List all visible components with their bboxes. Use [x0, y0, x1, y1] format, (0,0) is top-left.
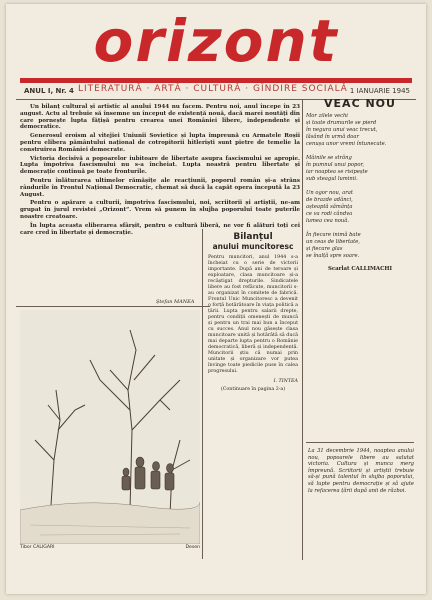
lead-editorial	[20, 104, 300, 238]
illustration-label: Desen	[185, 545, 200, 550]
middle-article-text: Pentru muncitori, anul 1944 s-a încheiat cu o serie de victorii importante. După ani de teroare și exploatare, clasa muncitoare și-a recâștigat drepturile. Sindicatele libere au fost refăcute, muncitorii s-au organizat în comitete de fabrică. Frontul Unic Muncitoresc a devenit o forță hotărâtoare în viața politică a țării. Lupta pentru salarii drepte, pentru condiții omenești de muncă și pentru un trai mai bun a început cu succes. Anul nou găsește clasa muncitoare unită și hotărâtă să ducă mai departe lupta pentru o Românie democratică, liberă și independentă. Muncitorii știu că numai prin unitate și organizare vor putea învinge toate piedicile puse în calea progresului.	[208, 255, 298, 374]
lead-paragraph: În lupta aceasta eliberarea sfârșit, pentru o cultură liberă, ne vor fi alături toți cei care cred în libertate și democrație.	[20, 222, 300, 236]
poem-column	[306, 97, 414, 273]
middle-article-subheading: anului muncitoresc	[212, 242, 294, 251]
middle-article-heading: Bilanțul	[233, 232, 273, 242]
masthead-underline	[20, 78, 412, 83]
issue-date: 1 IANUARIE 1945	[349, 87, 410, 95]
lead-paragraph: Pentru o apărare a culturii, împotriva fascismului, noi, scriitorii și artiștii, ne-am grupat în jurul revistei „Orizont”. Vrem să punem în slujba poporului toate puterile noastre creatoare.	[20, 200, 300, 220]
right-note	[308, 448, 414, 494]
subheader-strip	[16, 84, 416, 98]
lead-paragraph: Un bilanț cultural și artistic al anului 1944 nu facem. Pentru noi, anul începe în 23 august. Actu al trebuie să însemne un început de existență nouă, dacă marei noutăți din care pornește lupta fățișă pentru crearea unei României libere, independente și democratice.	[20, 104, 300, 131]
middle-article	[208, 232, 298, 393]
sketch-drawing	[20, 310, 200, 544]
masthead-title: orizont	[93, 7, 339, 75]
continued-note: (Continuare în pagina 2-a)	[220, 387, 286, 392]
right-note-text: La 31 decembrie 1944, noaptea anului nou, popoarele libere au salutat victoria. Cultura și munca merg împreună. Scriitorii și artiștii trebuie să-și pună talentul în slujba poporului, să lupte pentru democrație și să ajute la refacerea țării după anii de război.	[308, 448, 414, 494]
middle-article-signature: I. TINTEA	[273, 379, 298, 384]
issue-number: ANUL I, Nr. 4	[24, 87, 74, 95]
newspaper-page	[6, 4, 426, 594]
masthead	[6, 7, 426, 76]
illustration-artist: Tibor CALIGARI	[20, 545, 55, 550]
poem-signature: Scarlat CALLIMACHI	[327, 266, 393, 272]
lead-paragraph: Generosul eroism al vitejiei Uniunii Sovietice și lupta împreună cu Armatele Roșii pentru elibera pământului național de cotropitorii hitleriști sunt pietre de temelie la construirea României democrate.	[20, 133, 300, 153]
section-list: LITERATURĂ · ARTĂ · CULTURĂ · GÎNDIRE SOCIALĂ	[78, 84, 348, 94]
lead-paragraph: Pentru înlăturarea ultimelor rămășițe ale reacțiunii, poporul român și-a strâns rândurile în Frontul Național Democratic, chemat să ducă la capăt opera începută la 23 August.	[20, 177, 300, 198]
column-rule	[202, 229, 203, 559]
lead-paragraph: Victoria decisivă a popoarelor iubitoare de libertate asupra fascismului se apropie. Lupta împotriva fascismului nu s-a încheiat. Lupta noastră pentru libertate și democrație continuă pe toate fronturile.	[20, 155, 300, 176]
lead-signature: Ștefan MANEA	[156, 299, 195, 305]
lead-rule	[16, 306, 210, 307]
poem-text: Mor zilele vechi și toate drumurile se pierd în negura unui veac trecut, lăsând în urmă doar cenușa unor vremi întunecate. Mâinile se strâng în pumnul unui popor, iar noaptea se risipește sub steagul luminii. Un ogor nou, arat de brazde adânci, așteaptă sămânța ce va rodi cândva lumea cea nouă. În fiecare inimă bate un ceas de libertate, și fiecare glas se înalță spre soare.	[306, 113, 387, 259]
poem-title: VEAC NOU	[324, 97, 396, 110]
column-rule	[302, 100, 303, 560]
illustration	[20, 310, 200, 544]
right-rule	[306, 442, 414, 443]
